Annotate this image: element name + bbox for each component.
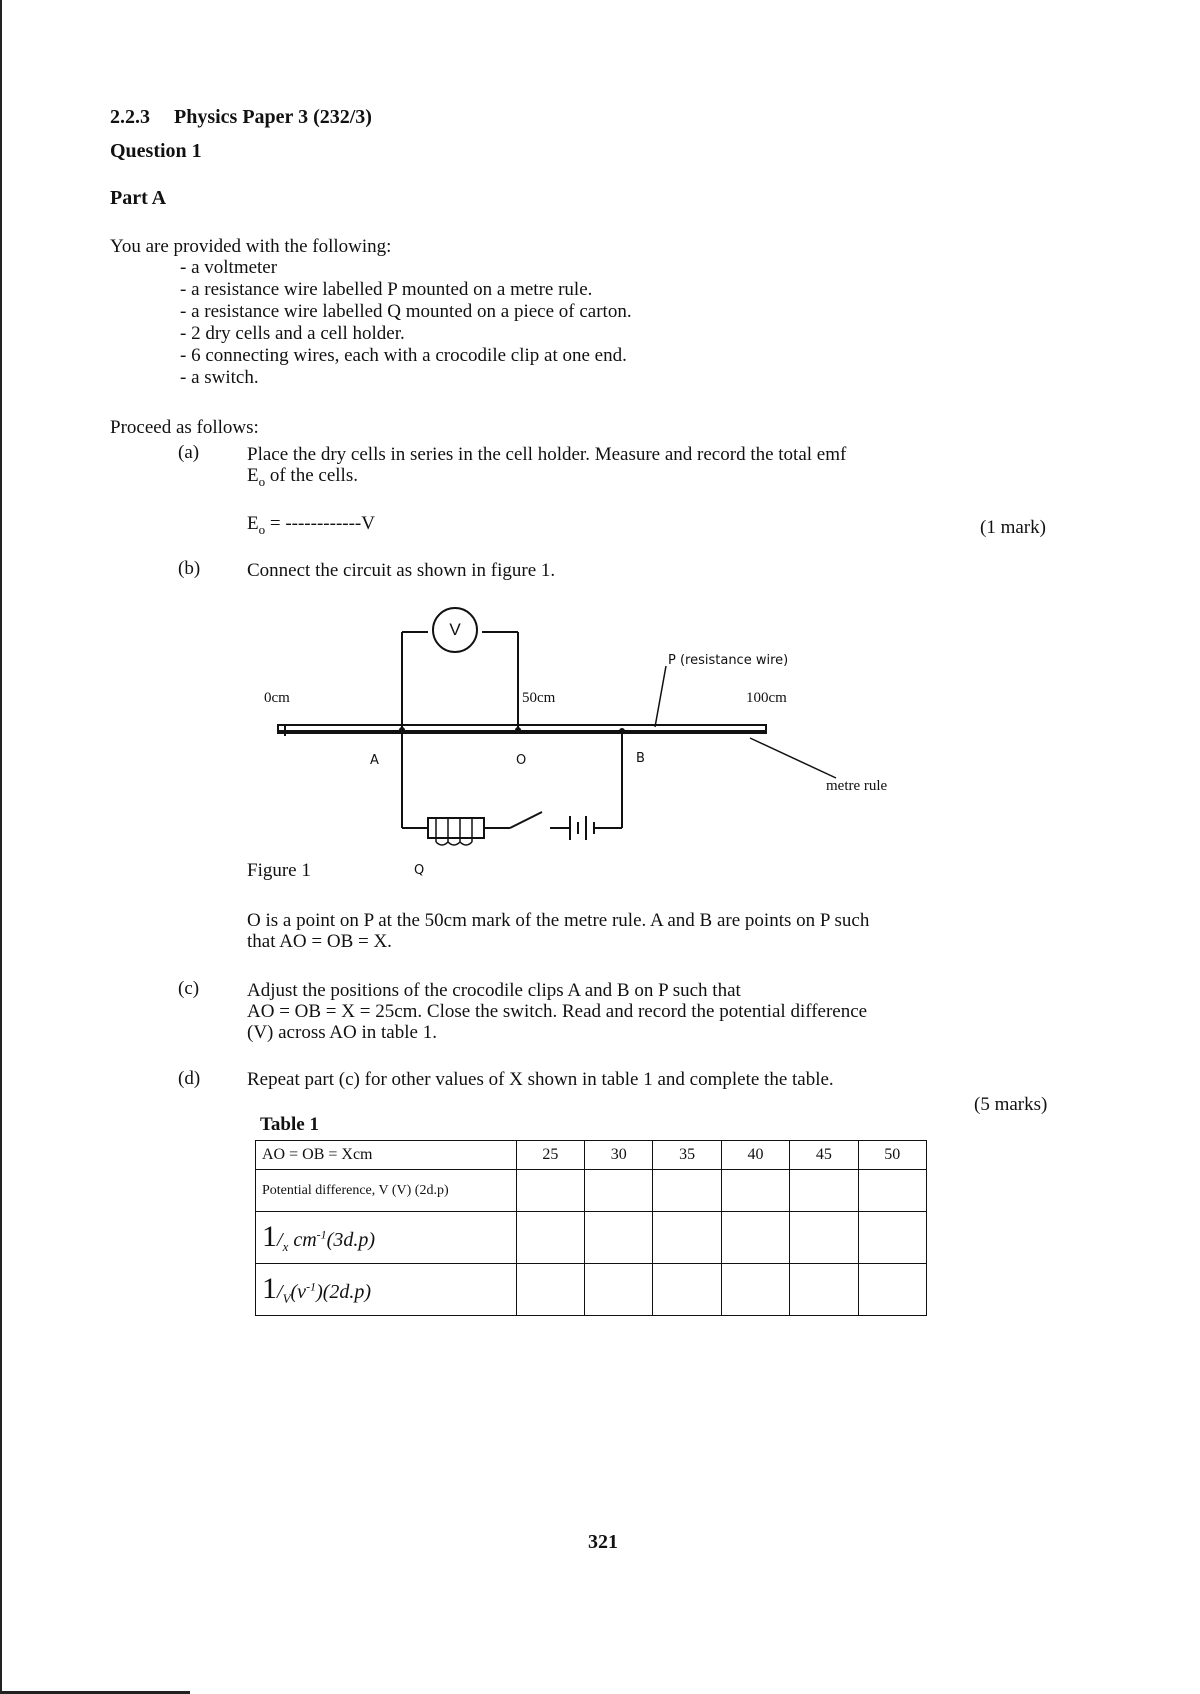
emf-answer-symbol: E bbox=[247, 513, 259, 534]
inverse-v-fraction: $1/_V(v^{-1})(2d.p)$ bbox=[262, 1272, 372, 1306]
label-a: A bbox=[370, 753, 379, 768]
label-o: O bbox=[516, 753, 527, 768]
inverse-x-exponent: -1 bbox=[316, 1227, 327, 1242]
clip-a-dot bbox=[399, 727, 405, 733]
part-c-line1: Adjust the positions of the crocodile clips A and B on P such that bbox=[247, 980, 741, 1001]
x-value-cell: 30 bbox=[585, 1141, 653, 1170]
list-item: - a resistance wire labelled P mounted on a metre rule. bbox=[180, 279, 593, 300]
list-item: - a switch. bbox=[180, 367, 259, 388]
page-number: 321 bbox=[588, 1531, 618, 1553]
coil-loops bbox=[436, 842, 472, 845]
intro-lead: You are provided with the following: bbox=[110, 236, 392, 257]
answer-cell[interactable] bbox=[858, 1212, 926, 1264]
label-p: P (resistance wire) bbox=[668, 653, 789, 668]
answer-cell[interactable] bbox=[721, 1264, 789, 1316]
note-line2: that AO = OB = X. bbox=[247, 931, 392, 952]
list-item: - 2 dry cells and a cell holder. bbox=[180, 323, 405, 344]
answer-cell[interactable] bbox=[721, 1170, 789, 1212]
part-heading: Part A bbox=[110, 187, 167, 209]
list-item: - 6 connecting wires, each with a crocodile clip at one end. bbox=[180, 345, 627, 366]
answer-cell[interactable] bbox=[790, 1170, 858, 1212]
table-row-inverse-v bbox=[256, 1264, 927, 1316]
question-heading: Question 1 bbox=[110, 140, 202, 162]
part-d-label: (d) bbox=[178, 1068, 201, 1089]
label-metre-rule: metre rule bbox=[826, 778, 888, 794]
part-b-label: (b) bbox=[178, 558, 201, 579]
answer-cell[interactable] bbox=[858, 1264, 926, 1316]
answer-cell[interactable] bbox=[653, 1170, 721, 1212]
inverse-v-precision: )(2d.p) bbox=[316, 1281, 372, 1303]
emf-symbol: E bbox=[247, 465, 259, 486]
part-d-text: Repeat part (c) for other values of X shown in table 1 and complete the table. bbox=[247, 1069, 834, 1090]
inverse-x-precision: (3d.p) bbox=[326, 1229, 375, 1251]
x-value-cell: 40 bbox=[721, 1141, 789, 1170]
equipment-list bbox=[180, 257, 632, 389]
answer-cell[interactable] bbox=[721, 1212, 789, 1264]
switch bbox=[510, 812, 542, 828]
inverse-v-numerator: 1 bbox=[262, 1272, 277, 1305]
answer-cell[interactable] bbox=[790, 1212, 858, 1264]
part-a-label: (a) bbox=[178, 442, 200, 463]
emf-answer-subscript: o bbox=[258, 521, 266, 537]
emf-answer-line bbox=[247, 513, 375, 541]
answer-cell[interactable] bbox=[653, 1264, 721, 1316]
emf-subscript: o bbox=[258, 473, 266, 489]
x-value-cell: 45 bbox=[790, 1141, 858, 1170]
inverse-x-fraction: $1/_x$ $cm^{-1}(3d.p)$ bbox=[262, 1220, 375, 1254]
label-b: B bbox=[636, 751, 645, 766]
inverse-x-numerator: 1 bbox=[262, 1220, 277, 1253]
answer-cell[interactable] bbox=[585, 1264, 653, 1316]
answer-cell[interactable] bbox=[858, 1170, 926, 1212]
section-heading bbox=[110, 106, 372, 128]
inverse-v-exponent: -1 bbox=[306, 1279, 317, 1294]
circuit-diagram bbox=[264, 600, 910, 880]
emf-answer-blank: = ------------V bbox=[265, 513, 375, 534]
note-line1: O is a point on P at the 50cm mark of the metre rule. A and B are points on P such bbox=[247, 910, 870, 931]
row-header-v: Potential difference, V (V) (2d.p) bbox=[256, 1170, 517, 1212]
row-header-inverse-v bbox=[256, 1264, 517, 1316]
inverse-x-unit: cm bbox=[293, 1229, 317, 1251]
part-c-label: (c) bbox=[178, 978, 200, 999]
part-d-marks: (5 marks) bbox=[974, 1094, 1048, 1115]
clip-o-dot bbox=[515, 727, 521, 733]
part-c-line2: AO = OB = X = 25cm. Close the switch. Read and record the potential difference bbox=[247, 1001, 868, 1022]
p-leader-line bbox=[655, 666, 666, 727]
row-header-inverse-x bbox=[256, 1212, 517, 1264]
x-value-cell: 25 bbox=[516, 1141, 584, 1170]
list-item: - a voltmeter bbox=[180, 257, 278, 278]
inverse-v-denominator: V bbox=[282, 1291, 291, 1306]
x-value-cell: 50 bbox=[858, 1141, 926, 1170]
table-row-v bbox=[256, 1170, 927, 1212]
answer-cell[interactable] bbox=[516, 1264, 584, 1316]
inverse-x-denominator: x bbox=[282, 1239, 289, 1254]
voltmeter-label: V bbox=[449, 620, 461, 639]
answer-cell[interactable] bbox=[516, 1212, 584, 1264]
clip-b-dot bbox=[619, 728, 625, 734]
answer-cell[interactable] bbox=[585, 1170, 653, 1212]
paper-title: Physics Paper 3 (232/3) bbox=[174, 106, 372, 128]
x-value-cell: 35 bbox=[653, 1141, 721, 1170]
table-row-x bbox=[256, 1141, 927, 1170]
proceed-heading: Proceed as follows: bbox=[110, 417, 259, 438]
part-a-line2-text: of the cells. bbox=[265, 465, 358, 486]
section-number: 2.2.3 bbox=[110, 106, 150, 128]
results-table bbox=[255, 1140, 927, 1316]
part-a-line2 bbox=[247, 465, 358, 493]
table-row-inverse-x bbox=[256, 1212, 927, 1264]
rule-leader-line bbox=[750, 738, 836, 778]
label-0cm: 0cm bbox=[264, 690, 290, 706]
list-item: - a resistance wire labelled Q mounted on a piece of carton. bbox=[180, 301, 632, 322]
figure-caption: Figure 1 bbox=[247, 860, 311, 881]
inverse-v-unit: (v bbox=[290, 1281, 307, 1303]
part-c-line3: (V) across AO in table 1. bbox=[247, 1022, 437, 1043]
answer-cell[interactable] bbox=[790, 1264, 858, 1316]
label-q: Q bbox=[414, 863, 425, 878]
page-left-edge bbox=[0, 0, 2, 1694]
answer-cell[interactable] bbox=[516, 1170, 584, 1212]
part-a-line1: Place the dry cells in series in the cell holder. Measure and record the total emf bbox=[247, 444, 847, 465]
answer-cell[interactable] bbox=[585, 1212, 653, 1264]
answer-cell[interactable] bbox=[653, 1212, 721, 1264]
row-header-x: AO = OB = Xcm bbox=[256, 1141, 517, 1170]
label-50cm: 50cm bbox=[522, 690, 556, 706]
label-100cm: 100cm bbox=[746, 690, 787, 706]
part-b-text: Connect the circuit as shown in figure 1. bbox=[247, 560, 556, 581]
table-title: Table 1 bbox=[260, 1114, 319, 1135]
part-a-marks: (1 mark) bbox=[980, 517, 1046, 538]
